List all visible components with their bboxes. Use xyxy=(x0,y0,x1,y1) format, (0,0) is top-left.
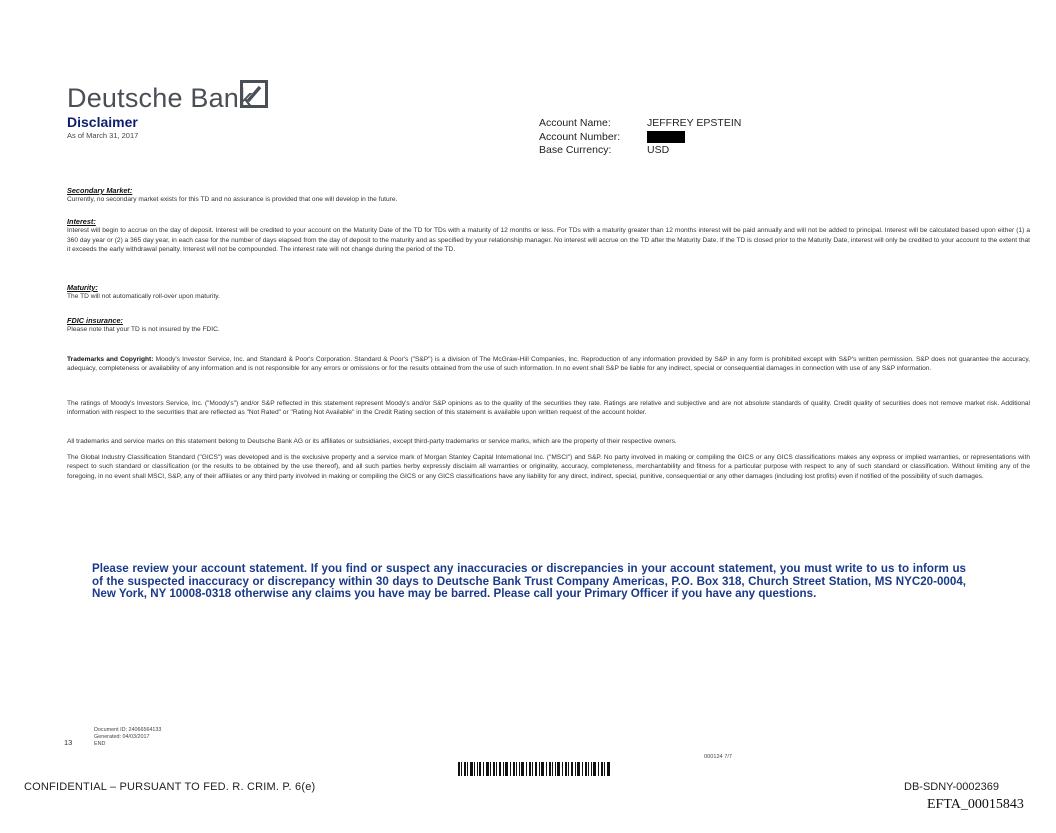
account-number-label: Account Number: xyxy=(539,130,621,143)
account-name-row xyxy=(539,117,741,131)
account-name-value: JEFFREY EPSTEIN xyxy=(647,117,742,129)
section-secondary-market xyxy=(67,186,1030,205)
deutsche-bank-logo-icon xyxy=(240,80,268,108)
section-service-marks xyxy=(67,437,1030,446)
bank-name: Deutsche Bank xyxy=(67,83,253,113)
review-notice: Please review your account statement. If you find or suspect any inaccuracies or discrepancies in your account statement, you must write to us to inform us of the suspected inaccuracy or discrepancy within 30 days to Deutsche Bank Trust Company Americas, P.O. Box 318, Church Street Station, MS NYC20-0004, New York, NY 10008-0318 otherwise any claims you have may be barred. Please call your Primary Officer if you have any questions. xyxy=(92,562,966,601)
document-id: Document ID: 24066564133 xyxy=(94,727,162,733)
section-text: Interest will begin to accrue on the day of deposit. Interest will be credited to your account on the Maturity Date of the TD for TDs with a maturity of 12 months or less. For TDs with a maturity greater than 12 months interest will be paid annually and will not be added to principal. Interest will be calculated based upon either (1) a 360 day year or (2) a 365 day year, in each case for the number of days elapsed from the day of deposit to the maturity and as specified by your relationship manager. No interest will accrue on the TD after the Maturity Date. If the TD is closed prior to the Maturity Date, interest will only be credited to your account to the extent that it exceeds the early withdrawal penalty. Interest will not be compounded. The interest rate will not change during the period of the TD. xyxy=(67,227,1030,253)
section-heading: Secondary Market: xyxy=(67,186,133,195)
section-fdic xyxy=(67,316,1030,335)
section-interest xyxy=(67,217,1030,254)
bates-number: DB-SDNY-0002369 xyxy=(904,781,999,793)
page-reference: 000124 7/7 xyxy=(704,754,732,760)
account-name-label: Account Name: xyxy=(539,117,611,129)
section-text: The TD will not automatically roll-over upon maturity. xyxy=(67,293,220,301)
confidential-footer: CONFIDENTIAL – PURSUANT TO FED. R. CRIM. P. 6(e) xyxy=(24,781,316,793)
page-title: Disclaimer xyxy=(67,114,138,130)
section-maturity xyxy=(67,283,1030,302)
section-text: The ratings of Moody's Investors Service, Inc. ("Moody's") and/or S&P reflected in this statement represent Moody's and/or S&P opinions as to the quality of the securities they rate. Ratings are relative and subjective and are not absolute standards of quality. Credit quality of securities does not remove market risk. Additional information with respect to the securities that are reflected as "Not Rated" or "Rating Not Available" in the Credit Rating section of this statement is available upon written request of the account holder. xyxy=(67,400,1030,417)
account-info xyxy=(539,117,741,158)
section-heading: Interest: xyxy=(67,217,96,226)
trademarks-heading: Trademarks and Copyright: xyxy=(67,356,154,363)
section-ratings xyxy=(67,399,1030,418)
page-number: 13 xyxy=(64,738,73,747)
end-marker: END xyxy=(94,741,106,747)
account-number-redaction xyxy=(647,131,685,145)
section-text: Currently, no secondary market exists for this TD and no assurance is provided that one will develop in the future. xyxy=(67,196,398,204)
as-of-date: As of March 31, 2017 xyxy=(67,131,139,140)
barcode-icon xyxy=(458,762,610,776)
section-text: All trademarks and service marks on this statement belong to Deutsche Bank AG or its affiliates or subsidiaries, except third-party trademarks or service marks, which are the property of their respective owners. xyxy=(67,438,677,445)
base-currency-row xyxy=(539,144,741,158)
base-currency-label: Base Currency: xyxy=(539,144,612,156)
account-number-row xyxy=(539,131,741,145)
section-heading: Maturity: xyxy=(67,283,98,292)
section-heading: FDIC insurance: xyxy=(67,316,123,325)
section-gics xyxy=(67,453,1030,481)
section-text: Please note that your TD is not insured by the FDIC. xyxy=(67,326,220,334)
generated-date: Generated: 04/03/2017 xyxy=(94,734,150,740)
document-meta xyxy=(94,727,161,748)
section-text: Moody's Investor Service, Inc. and Standard & Poor's Corporation. Standard & Poor's ("S&P") is a division of The McGraw-Hill Companies, Inc. Reproduction of any information provided by S&P in any form is prohibited except with S&P's written permission. S&P does not guarantee the accuracy, adequacy, completeness or availability of any information and is not responsible for any errors or omissions or for the results obtained from the use of such information. In no event shall S&P be liable for any indirect, special or consequential damages in connection with use of any S&P information. xyxy=(67,356,1030,373)
trademarks-paragraph xyxy=(67,355,1030,374)
efta-number: EFTA_00015843 xyxy=(927,797,1024,812)
base-currency-value: USD xyxy=(647,144,670,156)
section-text: The Global Industry Classification Standard ("GICS") was developed and is the exclusive property and a service mark of Morgan Stanley Capital International Inc. ("MSCI") and S&P. No party involved in making or compiling the GICS or any GICS classifications makes any express or implied warranties, or representations with respect to such standard or classification (or the results to be obtained by the use thereof), and all such parties herby expressly disclaim all warranties or originality, accuracy, completeness, merchantability and fitness for a particular purpose with respect to any of such standard or classification. Without limiting any of the foregoing, in no event shall MSCI, S&P, any of their affiliates or any third party involved in making or compiling the GICS or any GICS classifications have any liability for any direct, indirect, special, punitive, consequential or any other damages (including lost profits) even if notified of the possibility of such damages. xyxy=(67,454,1030,480)
section-trademarks xyxy=(67,355,1030,374)
